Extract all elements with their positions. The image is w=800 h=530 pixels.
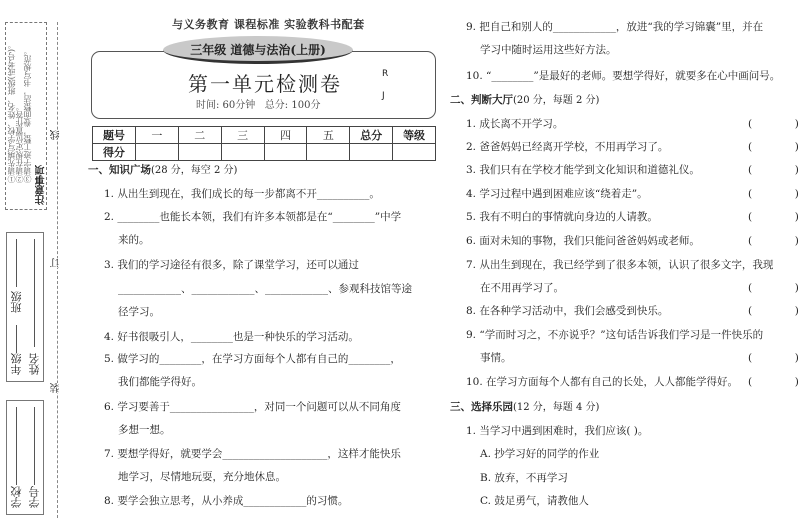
header-cell: 二 [178, 127, 221, 144]
name-label: 姓名 [28, 353, 41, 375]
page-title: 第一单元检测卷 [188, 72, 342, 96]
question-line [466, 210, 658, 224]
line-text: 地学习，尽情地玩耍，充分地休息。 [118, 471, 286, 483]
line-text: 8. 要学会独立思考，从小养成____________的习惯。 [104, 495, 349, 507]
line-text: 6. 学习要善于________________，对同一个问题可以从不同角度 [104, 401, 401, 413]
line-text: 我们都能学得好。 [118, 376, 202, 388]
answer-parentheses[interactable]: ( ) [748, 352, 799, 364]
subject-ellipse [163, 36, 353, 64]
line-text: 事情。 [480, 352, 512, 364]
answer-parentheses[interactable]: ( ) [748, 376, 799, 388]
score-cell[interactable] [135, 144, 178, 161]
line-text: 7. 从出生到现在，我已经学到了很多本领，认识了很多文字，我现 [466, 259, 774, 271]
question-line [466, 187, 648, 201]
answer-parentheses[interactable]: ( ) [748, 235, 799, 247]
question-line [104, 210, 401, 224]
answer-parentheses[interactable]: ( ) [748, 118, 799, 130]
question-line [466, 375, 738, 389]
question-line [104, 400, 401, 414]
question-line [104, 447, 401, 461]
line-text: B. 放弃，不再学习 [480, 472, 568, 484]
question-line [104, 258, 359, 272]
score-cell[interactable] [393, 144, 436, 161]
section-heading [450, 400, 599, 415]
line-text: 2. 爸爸妈妈已经离开学校，不用再学习了。 [466, 141, 669, 153]
line-text: 来的。 [118, 234, 150, 246]
line-text: 学习中随时运用这些好方法。 [480, 44, 617, 56]
header-cell: 三 [221, 127, 264, 144]
header-cell: 一 [135, 127, 178, 144]
question-line [480, 351, 512, 365]
answer-parentheses[interactable]: ( ) [748, 282, 799, 294]
line-text: 4. 学习过程中遇到困难应该“绕着走”。 [466, 188, 648, 200]
line-text: ____________、____________、____________、参观科技馆等途 [118, 283, 412, 295]
line-text: A. 抄学习好的同学的作业 [480, 448, 600, 460]
question-line [118, 375, 202, 389]
question-line [104, 330, 359, 344]
name-field[interactable] [34, 239, 35, 347]
section-score-note: (28 分，每空 2 分) [151, 165, 238, 176]
note-2: ②请在规定位置作答。 [15, 103, 24, 183]
score-cell[interactable] [221, 144, 264, 161]
school-info-box [6, 400, 44, 515]
number-field[interactable] [34, 407, 35, 485]
question-line [104, 187, 380, 201]
score-table [92, 126, 436, 161]
question-line [118, 305, 160, 319]
edition-j: J [382, 91, 385, 101]
school-label: 学校 [10, 486, 23, 508]
student-info-box [6, 232, 44, 382]
line-text: 3. 我们的学习途径有很多，除了课堂学习，还可以通过 [104, 259, 359, 271]
question-line [466, 140, 668, 154]
grade-field[interactable] [16, 325, 17, 353]
header-cell: 等级 [393, 127, 436, 144]
question-line [118, 423, 171, 437]
score-cell[interactable] [350, 144, 393, 161]
line-text: 4. 好书很吸引人，________也是一种快乐的学习活动。 [104, 331, 359, 343]
line-text: 7. 要想学得好，就要学会____________________，这样才能快乐 [104, 448, 401, 460]
cut-mark-zhuang: 装 [51, 383, 62, 393]
question-line [480, 43, 617, 57]
line-text: 在不用再学习了。 [480, 282, 564, 294]
subject-label: 三年级 道德与法治(上册) [190, 43, 326, 57]
question-line [118, 233, 150, 247]
section-score-note: (12 分，每题 4 分) [513, 402, 600, 413]
line-text: 1. 当学习中遇到困难时，我们应该( )。 [466, 425, 649, 437]
answer-parentheses[interactable]: ( ) [748, 305, 799, 317]
question-line [466, 424, 648, 438]
note-3: ③请字迹工整，卷面整洁，书写规范。 [23, 47, 32, 183]
line-text: C. 鼓足勇气，请教他人 [480, 495, 589, 507]
answer-parentheses[interactable]: ( ) [748, 141, 799, 153]
score-table-header [93, 127, 436, 144]
notes-box [5, 22, 47, 210]
question-line [466, 163, 700, 177]
question-line [480, 281, 564, 295]
line-text: 1. 成长离不开学习。 [466, 118, 564, 130]
line-text: 5. 我有不明白的事情就向身边的人请教。 [466, 211, 658, 223]
class-label: 班级 [10, 291, 23, 313]
number-label: 学号 [28, 486, 41, 508]
class-field[interactable] [16, 239, 17, 287]
question-line [104, 352, 401, 366]
question-line [466, 117, 563, 131]
cut-mark-ding: 订 [51, 258, 62, 268]
line-text: 3. 我们只有在学校才能学到文化知识和道德礼仪。 [466, 164, 700, 176]
section-heading [450, 93, 599, 108]
line-text: 5. 做学习的________，在学习方面每个人都有自己的________， [104, 353, 401, 365]
question-line [480, 471, 568, 485]
question-line [104, 494, 348, 508]
edition-r: R [382, 69, 389, 79]
line-text: 多想一想。 [118, 424, 171, 436]
grade-label: 年级 [10, 353, 23, 375]
series-arc-text: 与义务教育 课程标准 实验教科书配套 [172, 18, 365, 31]
score-row [93, 144, 436, 161]
question-line [480, 447, 599, 461]
line-text: 10. 在学习方面每个人都有自己的长处，人人都能学得好。 [466, 376, 739, 388]
score-cell[interactable] [307, 144, 350, 161]
line-text: 9. 把自己和别人的____________，放进“我的学习锦囊”里，并在 [466, 21, 764, 33]
line-text: 二、判断大厅 [450, 94, 513, 106]
exam-info: 时间: 60分钟 总分: 100分 [196, 100, 321, 111]
score-cell[interactable] [264, 144, 307, 161]
header-cell: 题号 [93, 127, 136, 144]
header-cell: 五 [307, 127, 350, 144]
line-text: 1. 从出生到现在，我们成长的每一步都离不开__________。 [104, 188, 380, 200]
line-text: 6. 面对未知的事物，我们只能问爸爸妈妈或老师。 [466, 235, 700, 247]
note-1: ①请先填写学校、姓名、班级(或考号)。 [7, 40, 16, 183]
question-line [118, 282, 412, 296]
line-text: 一、知识广场 [88, 164, 151, 176]
header-cell: 总分 [350, 127, 393, 144]
question-line [466, 20, 763, 34]
section-score-note: (20 分，每题 2 分) [513, 95, 600, 106]
question-line [466, 69, 780, 83]
notes-title: 注意事项 [36, 165, 47, 205]
answer-parentheses[interactable]: ( ) [748, 164, 799, 176]
question-line [466, 234, 700, 248]
question-line [466, 304, 668, 318]
header-cell: 四 [264, 127, 307, 144]
cut-mark-xian: 线 [51, 130, 62, 140]
question-line [480, 494, 589, 508]
line-text: 8. 在各种学习活动中，我们会感受到快乐。 [466, 305, 669, 317]
question-line [466, 328, 763, 342]
score-row-label: 得分 [93, 144, 136, 161]
score-cell[interactable] [178, 144, 221, 161]
line-text: 2. ________也能长本领，我们有许多本领都是在“________”中学 [104, 211, 402, 223]
line-text: 10. “________”是最好的老师。要想学得好，就要多在心中画问号。 [466, 70, 781, 82]
line-text: 径学习。 [118, 306, 160, 318]
section-heading [88, 163, 237, 178]
answer-parentheses[interactable]: ( ) [748, 211, 799, 223]
answer-parentheses[interactable]: ( ) [748, 188, 799, 200]
binding-cut-line [57, 22, 58, 518]
question-line [118, 470, 286, 484]
line-text: 9. “学而时习之，不亦说乎？”这句话告诉我们学习是一件快乐的 [466, 329, 764, 341]
school-field[interactable] [16, 407, 17, 485]
question-line [466, 258, 773, 272]
line-text: 三、选择乐园 [450, 401, 513, 413]
